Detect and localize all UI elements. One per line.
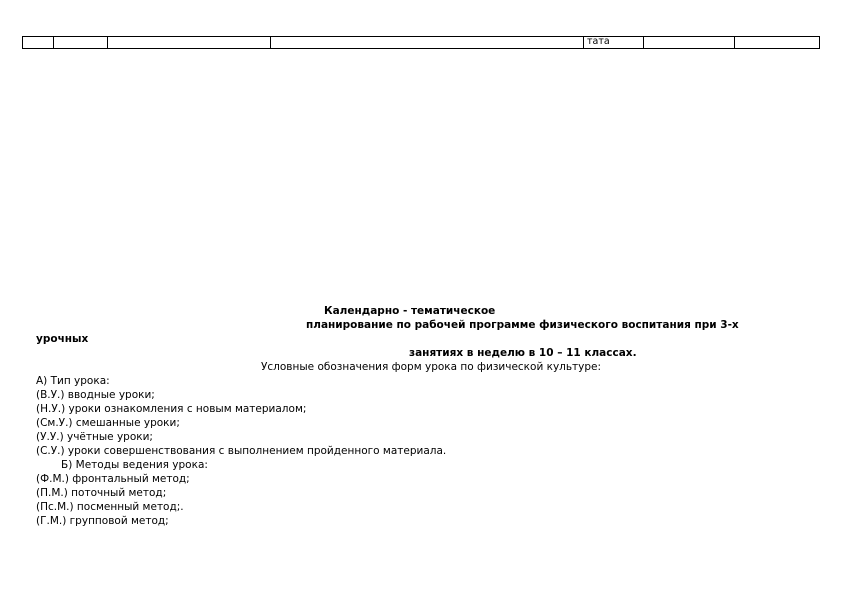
method-item: (Пс.М.) посменный метод;. [36, 501, 184, 513]
section-b-label: Б) Методы ведения урока: [61, 459, 208, 471]
title-line-1: Календарно - тематическое [324, 305, 496, 317]
table-cell-5: тата [584, 37, 644, 49]
table-cell-4 [271, 37, 584, 49]
lesson-type-item: (См.У.) смешанные уроки; [36, 417, 180, 429]
legend-heading: Условные обозначения форм урока по физической культуре: [261, 361, 602, 373]
table-cell-3 [108, 37, 271, 49]
lesson-type-item: (В.У.) вводные уроки; [36, 389, 155, 401]
section-a-label: А) Тип урока: [36, 375, 110, 387]
title-line-3: урочных [36, 333, 89, 345]
table-row [23, 37, 820, 49]
title-line-2: планирование по рабочей программе физического воспитания при 3-х [306, 319, 739, 331]
method-item: (Ф.М.) фронтальный метод; [36, 473, 190, 485]
lesson-type-item: (С.У.) уроки совершенствования с выполнением пройденного материала. [36, 445, 447, 457]
table-cell-6 [644, 37, 735, 49]
lesson-type-item: (У.У.) учётные уроки; [36, 431, 153, 443]
method-item: (П.М.) поточный метод; [36, 487, 167, 499]
table-cell-1 [23, 37, 54, 49]
table-cell-2 [54, 37, 108, 49]
title-line-4: занятиях в неделю в 10 – 11 классах. [409, 347, 637, 359]
header-table [22, 36, 820, 49]
table-cell-7 [735, 37, 820, 49]
method-item: (Г.М.) групповой метод; [36, 515, 169, 527]
lesson-type-item: (Н.У.) уроки ознакомления с новым материалом; [36, 403, 307, 415]
